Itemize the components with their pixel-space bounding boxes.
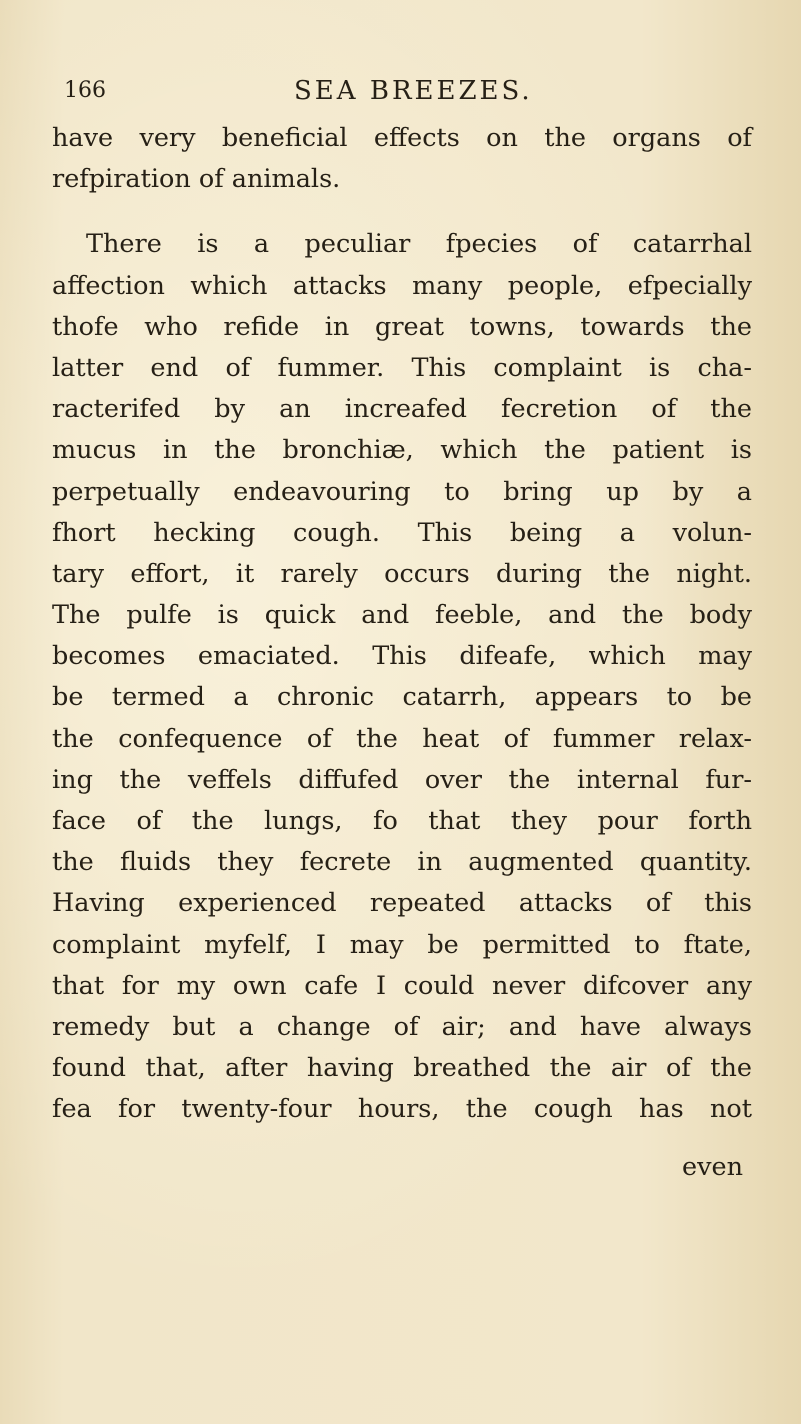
page-number: 166	[64, 78, 106, 103]
text-line: Having experienced repeated attacks of this	[52, 888, 752, 919]
text-line: found that, after having breathed the air of the	[52, 1053, 752, 1084]
text-line: The pulfe is quick and feeble, and the body	[52, 600, 752, 631]
text-line: be termed a chronic catarrh, appears to be	[52, 682, 752, 713]
text-line: fea for twenty-four hours, the cough has not	[52, 1094, 752, 1125]
text-line: refpiration of animals.	[52, 164, 341, 195]
paragraph-2	[52, 224, 752, 1130]
text-line: complaint myfelf, I may be permitted to ftate,	[52, 929, 752, 960]
text-line: There is a peculiar fpecies of catarrhal	[86, 229, 752, 260]
text-line: that for my own cafe I could never difcover any	[52, 970, 752, 1001]
text-line: have very beneficial effects on the organs of	[52, 123, 752, 153]
text-line: thofe who refide in great towns, towards the	[52, 311, 752, 342]
text-line: mucus in the bronchiæ, which the patient is	[52, 435, 752, 466]
body-text	[52, 118, 752, 1131]
text-line: face of the lungs, fo that they pour forth	[52, 806, 752, 836]
text-line: the fluids they fecrete in augmented quantity.	[52, 847, 752, 878]
text-line: latter end of fummer. This complaint is cha-	[52, 352, 752, 383]
page-header	[52, 78, 752, 108]
text-line: affection which attacks many people, efpecially	[52, 270, 752, 301]
text-line: racterifed by an increafed fecretion of the	[52, 394, 752, 425]
text-line: remedy but a change of air; and have always	[52, 1011, 752, 1042]
text-line: tary effort, it rarely occurs during the night.	[52, 558, 752, 589]
text-line: becomes emaciated. This difeafe, which may	[52, 641, 752, 672]
paragraph-1	[52, 118, 752, 200]
catchword: even	[682, 1152, 744, 1182]
text-line: the confequence of the heat of fummer relax-	[52, 723, 752, 754]
text-line: fhort hecking cough. This being a volun-	[52, 517, 752, 548]
running-head: SEA BREEZES.	[294, 76, 533, 106]
text-line: ing the veffels diffufed over the internal fur-	[52, 764, 752, 795]
text-line: perpetually endeavouring to bring up by a	[52, 476, 752, 507]
